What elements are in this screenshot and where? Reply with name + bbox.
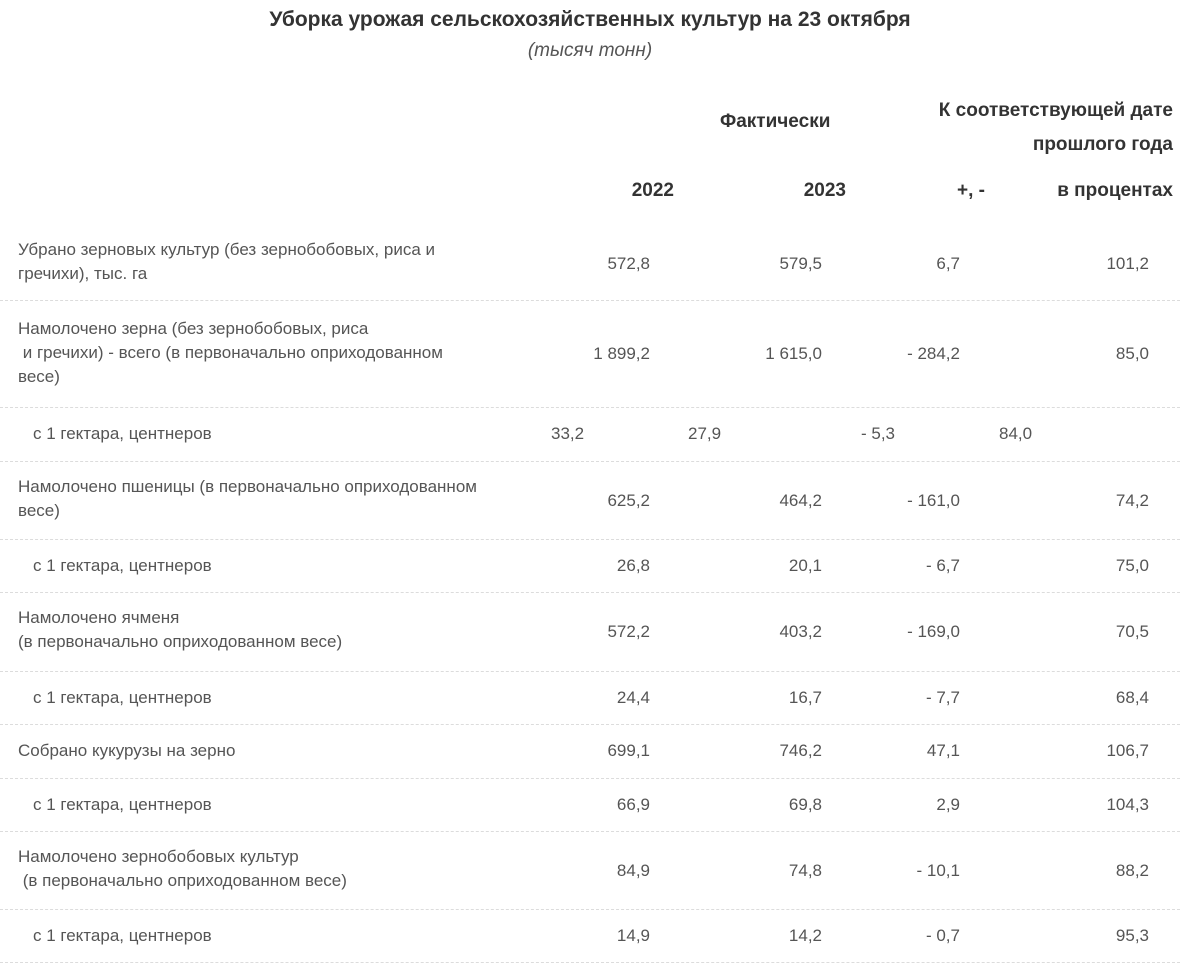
table-row (0, 540, 1180, 593)
value-2023: 16,7 (788, 688, 822, 707)
value-2023: 403,2 (779, 622, 822, 641)
row-label: Собрано кукурузы на зерно (18, 741, 236, 760)
row-label: Намолочено ячменя (в первоначально оприходованном весе) (18, 608, 343, 651)
value-diff: 47,1 (926, 741, 960, 760)
table-row (0, 779, 1180, 832)
header-2022: 2022 (631, 180, 674, 201)
value-diff: - 5,3 (861, 424, 896, 443)
table-row (0, 910, 1180, 963)
table-row (0, 408, 1180, 462)
value-percent: 75,0 (1115, 556, 1149, 575)
value-2022: 84,9 (616, 861, 650, 880)
row-label: Намолочено пшеницы (в первоначально оприходованном весе) (18, 477, 477, 520)
value-2022: 14,9 (616, 926, 650, 945)
value-percent: 70,5 (1115, 622, 1149, 641)
row-label: с 1 гектара, центнеров (33, 795, 212, 814)
value-diff: - 284,2 (907, 344, 960, 363)
row-label: с 1 гектара, центнеров (33, 556, 212, 575)
value-percent: 84,0 (999, 424, 1033, 443)
value-2022: 572,2 (607, 622, 650, 641)
value-2022: 572,8 (607, 254, 650, 273)
header-percent: в процентах (1057, 180, 1173, 201)
value-percent: 95,3 (1115, 926, 1149, 945)
value-2023: 74,8 (788, 861, 822, 880)
row-label: с 1 гектара, центнеров (33, 424, 212, 443)
value-2023: 20,1 (788, 556, 822, 575)
table-row (0, 725, 1180, 779)
row-label: с 1 гектара, центнеров (33, 926, 212, 945)
row-label: с 1 гектара, центнеров (33, 688, 212, 707)
header-comparison: К соответствующей дате прошлого года (938, 100, 1173, 155)
value-percent: 106,7 (1106, 741, 1149, 760)
header-2023: 2023 (803, 180, 846, 201)
table-subtitle: (тысяч тонн) (527, 40, 653, 61)
value-2022: 24,4 (616, 688, 650, 707)
row-label: Убрано зерновых культур (без зернобобовых, риса и гречихи), тыс. га (18, 240, 435, 283)
value-2023: 27,9 (688, 424, 722, 443)
value-diff: 2,9 (936, 795, 960, 814)
value-diff: - 0,7 (925, 926, 960, 945)
value-2022: 1 899,2 (593, 344, 650, 363)
value-percent: 104,3 (1106, 795, 1149, 814)
value-diff: - 7,7 (925, 688, 960, 707)
value-2023: 14,2 (788, 926, 822, 945)
value-2022: 33,2 (551, 424, 585, 443)
value-diff: - 161,0 (907, 491, 960, 510)
value-diff: - 6,7 (925, 556, 960, 575)
table-title: Уборка урожая сельскохозяйственных культур на 23 октября (269, 8, 911, 31)
value-percent: 85,0 (1115, 344, 1149, 363)
table-row (0, 226, 1180, 301)
value-percent: 88,2 (1115, 861, 1149, 880)
value-percent: 68,4 (1115, 688, 1149, 707)
value-2022: 26,8 (616, 556, 650, 575)
value-2022: 699,1 (607, 741, 650, 760)
row-label: Намолочено зерна (без зернобобовых, риса и гречихи) - всего (в первоначально оприходованном весе) (18, 319, 443, 386)
header-diff: +, - (957, 180, 985, 201)
value-percent: 101,2 (1106, 254, 1149, 273)
value-2023: 746,2 (779, 741, 822, 760)
value-2023: 464,2 (779, 491, 822, 510)
table-row (0, 672, 1180, 725)
value-diff: - 169,0 (907, 622, 960, 641)
value-2023: 1 615,0 (765, 344, 822, 363)
value-2023: 69,8 (788, 795, 822, 814)
table-row (0, 593, 1180, 672)
value-2022: 66,9 (616, 795, 650, 814)
value-2022: 625,2 (607, 491, 650, 510)
table-row (0, 832, 1180, 910)
header-actual: Фактически (720, 111, 831, 132)
value-diff: 6,7 (936, 254, 960, 273)
value-diff: - 10,1 (916, 861, 960, 880)
table-row (0, 301, 1180, 408)
table-row (0, 462, 1180, 540)
value-2023: 579,5 (779, 254, 822, 273)
row-label: Намолочено зернобобовых культур (в первоначально оприходованном весе) (18, 847, 347, 890)
value-percent: 74,2 (1115, 491, 1149, 510)
